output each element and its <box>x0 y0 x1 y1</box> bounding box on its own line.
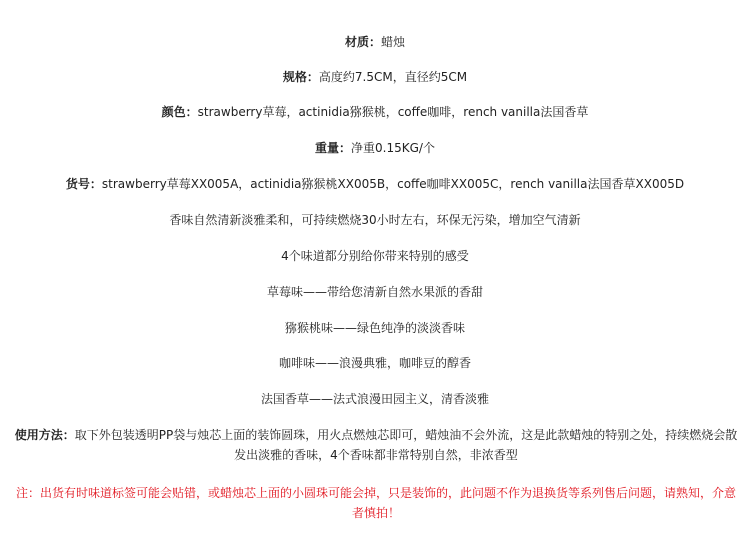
spec-label: 规格： <box>282 70 319 84</box>
spec-value: 净重0.15KG/个 <box>351 141 435 155</box>
description-line: 草莓味——带给您清新自然水果派的香甜 <box>266 285 483 299</box>
spec-material <box>0 34 750 50</box>
spec-label: 货号： <box>65 177 102 191</box>
description-line: 香味自然清新淡雅柔和，可持续燃烧30小时左右，环保无污染，增加空气清新 <box>169 213 581 227</box>
description-line: 4个味道都分别给你带来特别的感受 <box>281 249 469 263</box>
spec-label: 颜色： <box>161 105 198 119</box>
spec-color <box>0 104 750 120</box>
usage-label: 使用方法： <box>14 428 75 442</box>
usage-text: 取下外包装透明PP袋与烛芯上面的装饰圆珠，用火点燃烛芯即可，蜡烛油不会外流，这是此款蜡烛的特别之处，持续燃烧会散发出淡雅的香味，4个香味都非常特别自然，非浓香型 <box>74 428 738 462</box>
description-line: 法国香草——法式浪漫田园主义，清香淡雅 <box>260 392 489 406</box>
notice-text: 注：出货有时味道标签可能会贴错，或蜡烛芯上面的小圆珠可能会掉，只是装饰的，此问题不作为退换货等系列售后问题，请熟知，介意者慎拍！ <box>15 486 736 520</box>
spec-value: strawberry草莓XX005A，actinidia猕猴桃XX005B，coffe咖啡XX005C，rench vanilla法国香草XX005D <box>101 177 685 191</box>
spec-value: strawberry草莓，actinidia猕猴桃，coffe咖啡，rench vanilla法国香草 <box>197 105 589 119</box>
spec-label: 材质： <box>344 35 381 49</box>
description-line: 猕猴桃味——绿色纯净的淡淡香味 <box>284 321 465 335</box>
spec-value: 高度约7.5CM，直径约5CM <box>318 70 468 84</box>
spec-item-number <box>0 176 750 192</box>
usage-instructions <box>14 425 738 465</box>
spec-weight <box>0 140 750 156</box>
spec-label: 重量： <box>315 141 352 155</box>
spec-size <box>0 69 750 85</box>
description-line: 咖啡味——浪漫典雅，咖啡豆的醇香 <box>278 356 471 370</box>
spec-value: 蜡烛 <box>381 35 406 49</box>
